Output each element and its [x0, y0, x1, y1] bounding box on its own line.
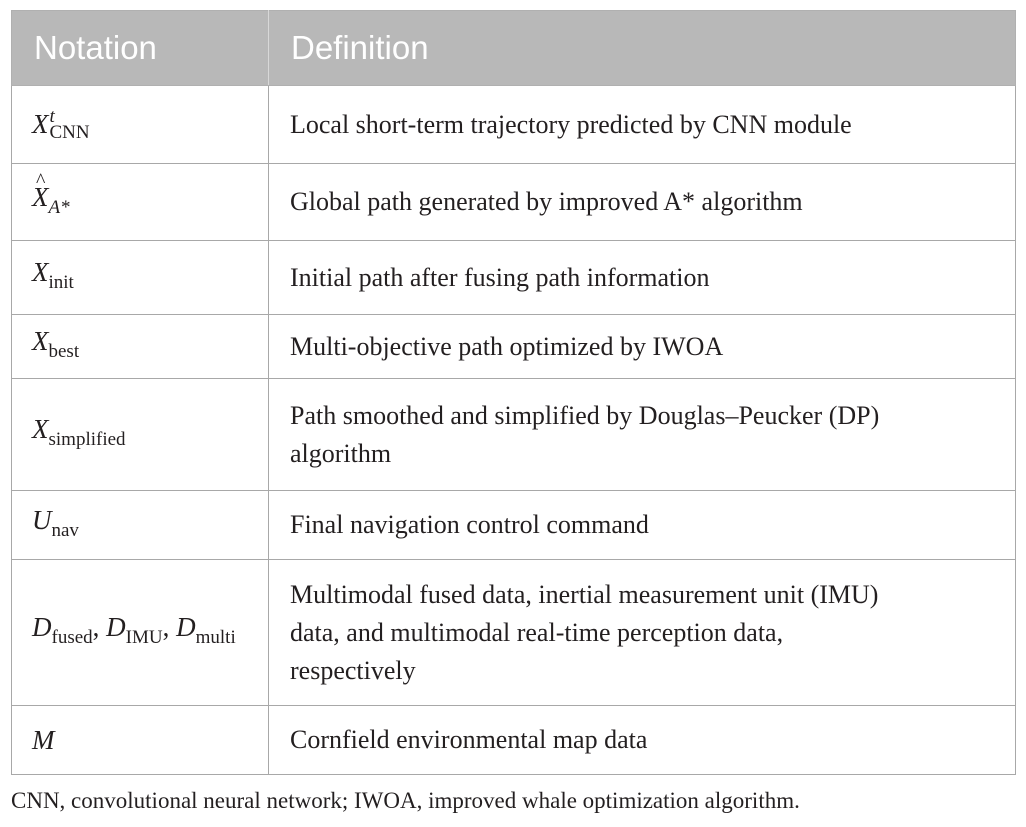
notation-symbol: $U_{nav}$ [32, 504, 79, 541]
definition-line: Path smoothed and simplified by Douglas–Peucker (DP) [290, 400, 880, 430]
definition-cell: Local short-term trajectory predicted by CNN module [269, 86, 1016, 164]
definition-cell: Multi-objective path optimized by IWOA [269, 315, 1016, 379]
notation-column-header: Notation [12, 11, 269, 86]
notation-symbol: M [32, 724, 55, 755]
notation-subscript: simplified [48, 429, 126, 450]
notation-cell [12, 164, 269, 241]
notation-cell [12, 491, 269, 560]
definition-cell: Global path generated by improved A* algorithm [269, 164, 1016, 241]
table-row [12, 491, 1016, 560]
table-row [12, 86, 1016, 164]
notation-superscript: t [49, 106, 55, 128]
table-header-row [12, 11, 1016, 86]
notation-cell [12, 379, 269, 491]
definition-cell [269, 560, 1016, 706]
table-row [12, 164, 1016, 241]
notation-subscript: best [48, 341, 80, 362]
definition-line: Multimodal fused data, inertial measurement unit (IMU) [290, 579, 879, 609]
table-row [12, 560, 1016, 706]
definition-cell: Initial path after fusing path information [269, 241, 1016, 315]
definition-cell: Cornfield environmental map data [269, 706, 1016, 775]
definition-cell: Final navigation control command [269, 491, 1016, 560]
definition-line: data, and multimodal real-time perception data, [290, 617, 784, 647]
notation-subscript: A* [48, 196, 70, 218]
table-row [12, 379, 1016, 491]
notation-table-container [11, 10, 1015, 775]
notation-subscript: nav [51, 519, 79, 541]
notation-symbol: $X_{simplified}$ [32, 414, 126, 450]
notation-table [11, 10, 1016, 775]
definition-line: respectively [290, 655, 416, 685]
definition-line: algorithm [290, 438, 392, 468]
notation-cell [12, 86, 269, 164]
notation-symbol: $X_{init}$ [32, 257, 74, 293]
notation-symbol: X t CNN [32, 106, 90, 144]
table-row [12, 241, 1016, 315]
notation-symbol: $X_{best}$ [32, 326, 80, 362]
notation-cell [12, 315, 269, 379]
notation-symbol: ^ $X_{A*}$ [32, 182, 70, 212]
notation-subscript: CNN [49, 122, 90, 144]
notation-symbol: $D_{fused}$, $D_{IMU}$, $D_{multi}$ [32, 612, 236, 648]
table-row [12, 706, 1016, 775]
notation-cell [12, 706, 269, 775]
notation-cell [12, 241, 269, 315]
definition-column-header: Definition [269, 11, 1016, 86]
table-row [12, 315, 1016, 379]
definition-cell [269, 379, 1016, 491]
notation-cell [12, 560, 269, 706]
notation-subscript: init [48, 272, 74, 293]
table-footnote: CNN, convolutional neural network; IWOA, improved whale optimization algorithm. [11, 788, 800, 813]
